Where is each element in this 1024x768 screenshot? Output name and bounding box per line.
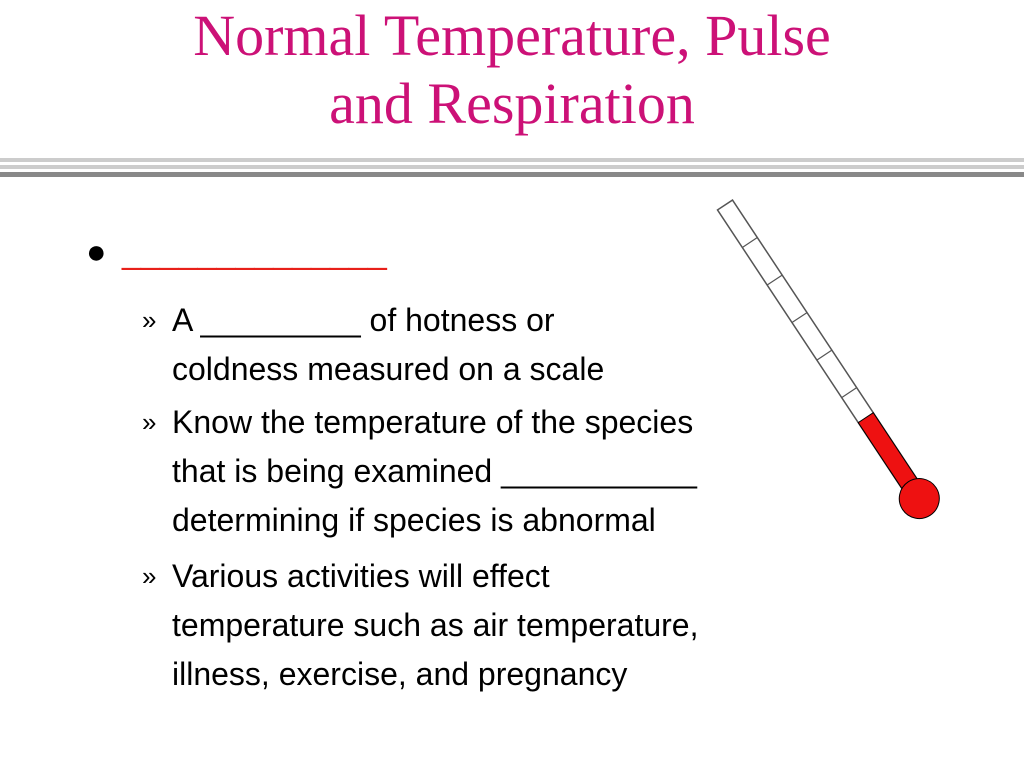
sub-bullet-1-line-1: A _________ of hotness or xyxy=(172,302,555,338)
slide-title xyxy=(0,2,1024,138)
sub-bullet-marker: » xyxy=(142,561,157,591)
sub-bullet-2-line-3: determining if species is abnormal xyxy=(172,502,656,538)
sub-bullet-marker: » xyxy=(142,407,157,437)
main-bullet xyxy=(86,232,387,272)
sub-bullet-1-line-2: coldness measured on a scale xyxy=(172,351,605,387)
bullet-blank: ______________ xyxy=(122,233,387,271)
title-line-1: Normal Temperature, Pulse xyxy=(193,3,831,68)
sub-bullet-2-line-1: Know the temperature of the species xyxy=(172,404,694,440)
sub-bullet-3-line-3: illness, exercise, and pregnancy xyxy=(172,656,628,692)
sub-bullet-2-line-2: that is being examined ___________ xyxy=(172,453,697,489)
divider-line-light xyxy=(0,165,1024,169)
bullet-marker: ● xyxy=(86,233,107,271)
divider-line-light xyxy=(0,158,1024,162)
title-line-2: and Respiration xyxy=(329,71,695,136)
thermometer-icon xyxy=(700,195,1020,525)
sub-bullet-marker: » xyxy=(142,305,157,335)
divider-line-dark xyxy=(0,172,1024,177)
sub-bullet-3-line-2: temperature such as air temperature, xyxy=(172,607,699,643)
sub-bullet-3-line-1: Various activities will effect xyxy=(172,558,550,594)
